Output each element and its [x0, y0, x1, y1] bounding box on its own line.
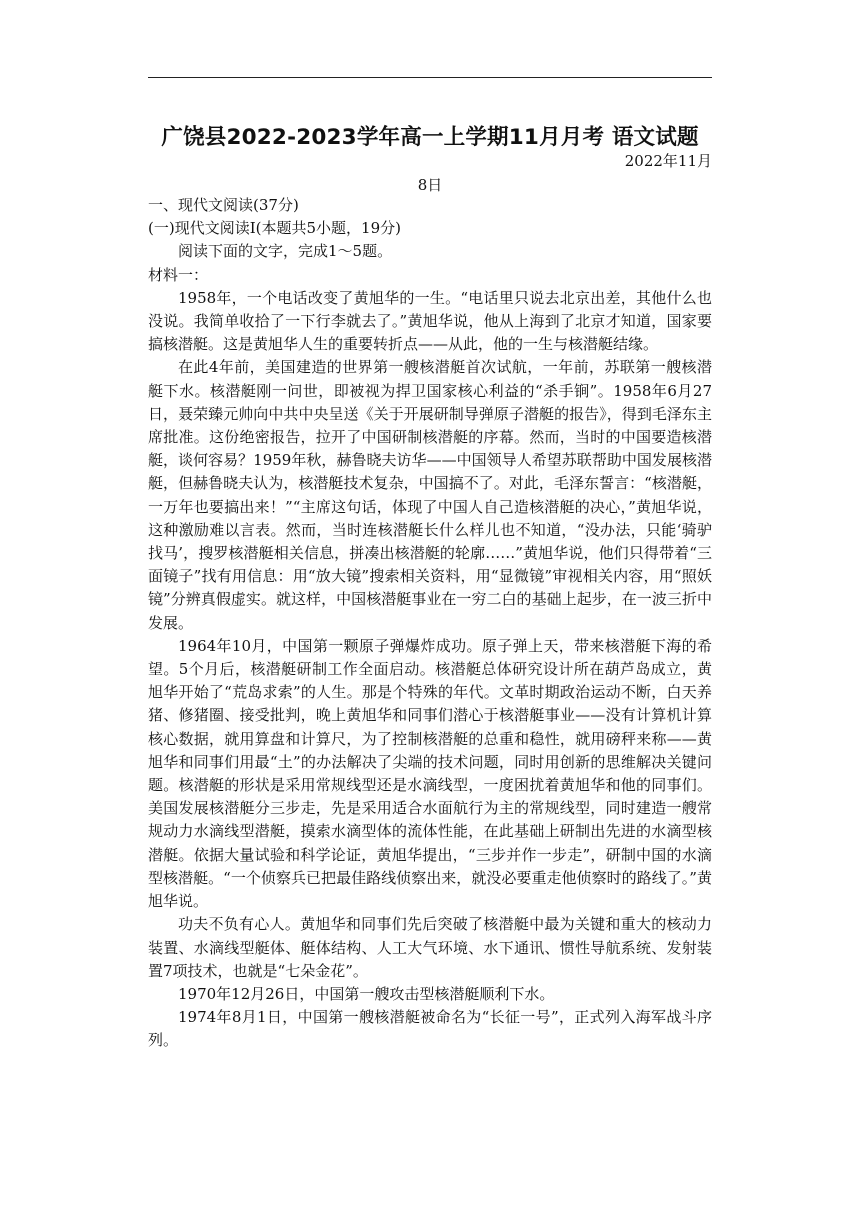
document-body: [148, 194, 712, 1053]
paragraph: 功夫不负有心人。黄旭华和同事们先后突破了核潜艇中最为关键和重大的核动力装置、水滴线型艇体、艇体结构、人工大气环境、水下通讯、惯性导航系统、发射装置7项技术，也就是“七朵金花”。: [148, 915, 712, 980]
exam-date-line1: 2022年11月: [624, 152, 712, 170]
exam-date-line2: 8日: [417, 176, 443, 194]
document-title: 广饶县2022-2023学年高一上学期11月月考 语文试题: [161, 125, 699, 150]
paragraph: 1974年8月1日，中国第一艘核潜艇被命名为“长征一号”，正式列入海军战斗序列。: [148, 1008, 712, 1050]
paragraph: 在此4年前，美国建造的世界第一艘核潜艇首次试航，一年前，苏联第一艘核潜艇下水。核潜艇刚一问世，即被视为捍卫国家核心利益的“杀手锏”。1958年6月27日，聂荣臻元帅向中共中央呈送《关于开展研制导弹原子潜艇的报告》，得到毛泽东主席批准。这份绝密报告，拉开了中国研制核潜艇的序幕。然而，当时的中国要造核潜艇，谈何容易？1959年秋，赫鲁晓夫访华——中国领导人希望苏联帮助中国发展核潜艇，但赫鲁晓夫认为，核潜艇技术复杂，中国搞不了。对此，毛泽东誓言：“核潜艇，一万年也要搞出来！”“主席这句话，体现了中国人自己造核潜艇的决心，”黄旭华说，这种激励难以言表。然而，当时连核潜艇长什么样儿也不知道，“没办法，只能‘骑驴找马’，搜罗核潜艇相关信息，拼凑出核潜艇的轮廓……”黄旭华说，他们只得带着“三面镜子”找有用信息：用“放大镜”搜索相关资料，用“显微镜”审视相关内容，用“照妖镜”分辨真假虚实。就这样，中国核潜艇事业在一穷二白的基础上起步，在一波三折中发展。: [148, 358, 712, 632]
section-heading: 一、现代文阅读(37分): [148, 196, 299, 214]
sub-section-heading: (一)现代文阅读Ⅰ(本题共5小题，19分): [148, 219, 401, 238]
header-rule: [148, 77, 712, 78]
material-label: 材料一：: [148, 265, 209, 284]
paragraph: 1964年10月，中国第一颗原子弹爆炸成功。原子弹上天，带来核潜艇下海的希望。5个月后，核潜艇研制工作全面启动。核潜艇总体研究设计所在葫芦岛成立，黄旭华开始了“荒岛求索”的人生。那是个特殊的年代。文革时期政治运动不断，白天养猪、修猪圈、接受批判，晚上黄旭华和同事们潜心于核潜艇事业——没有计算机计算核心数据，就用算盘和计算尺，为了控制核潜艇的总重和稳性，就用磅秤来称——黄旭华和同事们用最“土”的办法解决了尖端的技术问题，同时用创新的思维解决关键问题。核潜艇的形状是采用常规线型还是水滴线型，一度困扰着黄旭华和他的同事们。美国发展核潜艇分三步走，先是采用适合水面航行为主的常规线型，同时建造一艘常规动力水滴线型潜艇，摸索水滴型体的流体性能，在此基础上研制出先进的水滴型核潜艇。依据大量试验和科学论证，黄旭华提出，“三步并作一步走”，研制中国的水滴型核潜艇。“一个侦察兵已把最佳路线侦察出来，就没必要重走他侦察时的路线了。”黄旭华说。: [148, 636, 712, 911]
paragraph: 1958年，一个电话改变了黄旭华的一生。“电话里只说去北京出差，其他什么也没说。我简单收拾了一下行李就去了。”黄旭华说，他从上海到了北京才知道，国家要搞核潜艇。这是黄旭华人生的重要转折点——从此，他的一生与核潜艇结缘。: [148, 288, 712, 354]
paragraph: 1970年12月26日，中国第一艘攻击型核潜艇顺利下水。: [178, 984, 555, 1003]
reading-instruction: 阅读下面的文字，完成1～5题。: [178, 242, 393, 261]
